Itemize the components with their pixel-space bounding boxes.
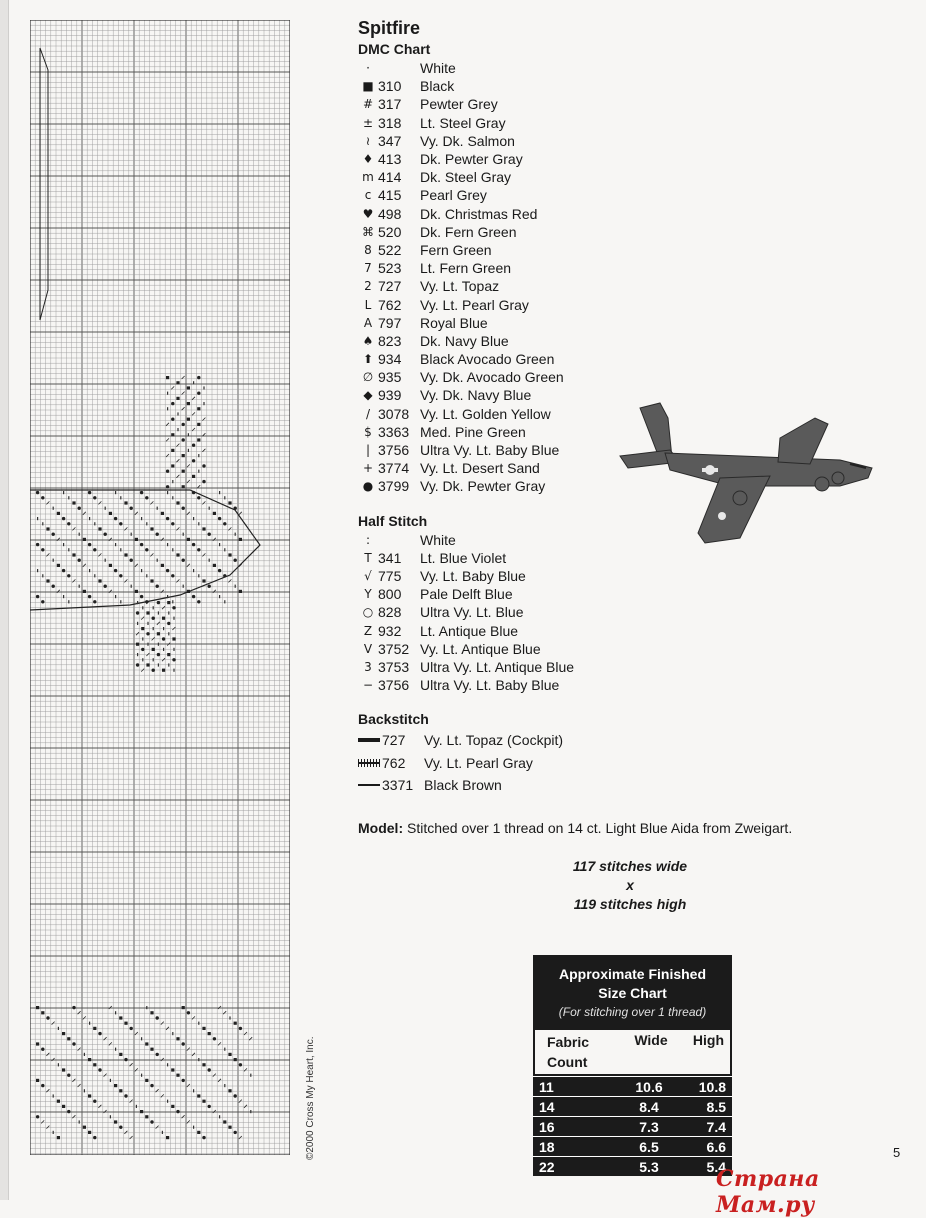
half-number: 3752 [378, 640, 410, 657]
page-number: 5 [893, 1145, 901, 1160]
size-chart-row [533, 1096, 732, 1116]
dmc-number: 3756 [378, 442, 410, 459]
dmc-symbol: / [365, 406, 371, 421]
dmc-number: 3078 [378, 405, 410, 422]
fabric-count: 22 [539, 1158, 555, 1175]
finished-high: 5.4 [706, 1158, 726, 1175]
half-symbol: V [363, 641, 373, 656]
backstitch-color-name: Black Brown [424, 777, 502, 794]
dmc-row [358, 150, 798, 168]
dmc-heading: DMC Chart [358, 41, 431, 57]
dmc-color-name: Black [420, 78, 455, 95]
dmc-color-name: Vy. Lt. Golden Yellow [420, 405, 551, 422]
dmc-number: 939 [378, 387, 402, 404]
dmc-number: 727 [378, 278, 402, 295]
dmc-row [358, 168, 798, 186]
dmc-symbol: L [364, 297, 372, 312]
half-color-name: White [420, 531, 456, 548]
dmc-symbol: ⬆ [362, 352, 374, 367]
finished-wide: 6.5 [639, 1138, 659, 1155]
half-number: 828 [378, 604, 402, 621]
dmc-symbol: $ [364, 424, 372, 439]
dmc-color-name: Vy. Dk. Pewter Gray [420, 478, 546, 495]
dmc-number: 317 [378, 96, 402, 113]
size-chart-title-2: Size Chart [598, 985, 667, 1001]
dmc-number: 762 [378, 296, 402, 313]
dmc-number: 3774 [378, 460, 410, 477]
dmc-symbol: 7 [364, 261, 372, 276]
dmc-symbol: ♠ [362, 333, 374, 348]
dmc-color-name: Pewter Grey [420, 96, 498, 113]
dmc-symbol: 8 [364, 242, 372, 257]
dmc-symbol: + [362, 461, 374, 476]
half-color-name: Lt. Antique Blue [420, 622, 519, 639]
dmc-color-name: Vy. Lt. Pearl Gray [420, 296, 529, 313]
half-stitch-list [358, 531, 798, 695]
dmc-color-name: Dk. Christmas Red [420, 205, 538, 222]
dmc-row [358, 350, 798, 368]
dmc-symbol: m [362, 170, 374, 185]
size-chart-subtitle: (For stitching over 1 thread) [558, 1005, 707, 1019]
dmc-color-name: Ultra Vy. Lt. Baby Blue [420, 442, 560, 459]
fabric-count: 16 [539, 1118, 555, 1135]
dmc-row [358, 295, 798, 313]
dmc-color-name: Dk. Navy Blue [420, 332, 509, 349]
cross-stitch-chart [30, 20, 290, 1155]
dmc-symbol: # [362, 97, 374, 112]
finished-high: 7.4 [706, 1118, 726, 1135]
dmc-number: 318 [378, 114, 402, 131]
backstitch-color-name: Vy. Lt. Pearl Gray [424, 754, 533, 771]
half-number: 800 [378, 586, 402, 603]
chart-grid-svg [30, 20, 290, 1155]
dmc-row [358, 332, 798, 350]
dmc-row [358, 277, 798, 295]
half-color-name: Ultra Vy. Lt. Baby Blue [420, 677, 560, 694]
dmc-symbol: ∅ [362, 370, 374, 385]
dmc-symbol: | [365, 443, 371, 458]
stitches-x: x [626, 877, 634, 893]
finished-high: 10.8 [698, 1078, 726, 1095]
dmc-color-name: Vy. Lt. Desert Sand [420, 460, 540, 477]
dmc-number: 520 [378, 223, 402, 240]
dmc-color-name: Dk. Fern Green [420, 223, 517, 240]
stitches-wide: 117 stitches wide [572, 858, 688, 874]
size-chart [533, 955, 732, 1176]
finished-high: 6.6 [706, 1138, 726, 1155]
backstitch-list [358, 729, 798, 797]
dmc-number: 415 [378, 187, 402, 204]
dmc-number: 934 [378, 351, 402, 368]
dmc-color-name: Vy. Dk. Salmon [420, 132, 515, 149]
dmc-row [358, 186, 798, 204]
half-symbol: Y [364, 587, 372, 602]
half-number: 932 [378, 622, 402, 639]
dmc-color-name: Lt. Steel Gray [420, 114, 506, 131]
half-number: 3756 [378, 677, 410, 694]
half-symbol: √ [364, 568, 372, 583]
dmc-row [358, 132, 798, 150]
dmc-number: 935 [378, 369, 402, 386]
backstitch-heading: Backstitch [358, 711, 429, 728]
dmc-symbol: A [363, 315, 373, 330]
dmc-number: 797 [378, 314, 402, 331]
half-row [358, 621, 798, 639]
backstitch-row [358, 752, 798, 775]
dmc-number: 523 [378, 260, 402, 277]
half-symbol: ○ [362, 605, 374, 620]
model-text: Stitched over 1 thread on 14 ct. Light Blue Aida from Zweigart. [407, 820, 793, 836]
dmc-symbol: ♦ [362, 152, 374, 167]
half-row [358, 585, 798, 603]
page-binding-edge [0, 0, 9, 1200]
dmc-color-name: Lt. Fern Green [420, 260, 512, 277]
dmc-color-name: Fern Green [420, 241, 492, 258]
dmc-row [358, 241, 798, 259]
size-chart-header [533, 955, 732, 1028]
finished-high: 8.5 [706, 1098, 726, 1115]
dmc-row [358, 259, 798, 277]
half-color-name: Ultra Vy. Lt. Antique Blue [420, 658, 575, 675]
col-count-label: Count [547, 1054, 588, 1070]
pattern-title: Spitfire [358, 18, 421, 38]
finished-wide: 10.6 [635, 1078, 663, 1095]
bomber-plane-illustration [610, 398, 882, 548]
dmc-number: 823 [378, 332, 402, 349]
dmc-color-name: Black Avocado Green [420, 351, 555, 368]
finished-wide: 8.4 [639, 1098, 659, 1115]
dmc-color-name: Dk. Steel Gray [420, 169, 512, 186]
finished-wide: 5.3 [639, 1158, 659, 1175]
backstitch-row [358, 774, 798, 797]
dmc-number: 310 [378, 78, 402, 95]
half-symbol: Z [363, 623, 373, 638]
dmc-number: 414 [378, 169, 402, 186]
dmc-symbol: ● [362, 479, 374, 494]
dmc-color-name: Royal Blue [420, 314, 488, 331]
dmc-symbol: c [364, 188, 372, 203]
size-chart-row [533, 1076, 732, 1096]
half-number: 775 [378, 567, 402, 584]
fabric-count: 18 [539, 1138, 555, 1155]
dmc-symbol: ◆ [363, 388, 373, 403]
dmc-symbol: ♥ [362, 206, 374, 221]
size-chart-row [533, 1136, 732, 1156]
size-chart-rows [533, 1076, 732, 1176]
half-symbol: 3 [364, 659, 372, 674]
dmc-row [358, 314, 798, 332]
backstitch-color-name: Vy. Lt. Topaz (Cockpit) [424, 732, 564, 749]
dmc-symbol: · [366, 61, 370, 76]
half-symbol: − [362, 678, 374, 693]
half-color-name: Vy. Lt. Baby Blue [420, 567, 526, 584]
half-row [358, 567, 798, 585]
size-chart-row [533, 1116, 732, 1136]
half-row [358, 658, 798, 676]
half-color-name: Pale Delft Blue [420, 586, 513, 603]
half-row [358, 549, 798, 567]
dmc-number: 3799 [378, 478, 410, 495]
backstitch-number: 762 [382, 754, 406, 771]
half-color-name: Vy. Lt. Antique Blue [420, 640, 541, 657]
dmc-symbol: ⌘ [362, 224, 374, 239]
site-watermark: Страна Мам.ру [716, 1166, 820, 1218]
dmc-color-name: Med. Pine Green [420, 423, 526, 440]
half-row [358, 603, 798, 621]
dmc-color-name: Dk. Pewter Gray [420, 151, 523, 168]
dmc-color-name: Vy. Dk. Navy Blue [420, 387, 532, 404]
dmc-row [358, 59, 798, 77]
dmc-symbol: ± [362, 115, 374, 130]
dmc-color-name: Vy. Lt. Topaz [420, 278, 500, 295]
backstitch-number: 727 [382, 732, 406, 749]
dmc-row [358, 223, 798, 241]
dmc-symbol: ■ [362, 79, 374, 94]
size-chart-row [533, 1156, 732, 1176]
col-high: High [692, 1032, 724, 1048]
backstitch-line-icon [358, 780, 382, 790]
size-chart-title-1: Approximate Finished [558, 966, 707, 982]
dmc-color-name: White [420, 60, 456, 77]
model-label: Model: [358, 820, 404, 836]
dmc-symbol: ≀ [365, 133, 371, 148]
finished-wide: 7.3 [639, 1118, 659, 1135]
fabric-count: 14 [539, 1098, 555, 1115]
dmc-row [358, 368, 798, 386]
copyright-notice: ©2000 Cross My Heart, Inc. [305, 1036, 316, 1160]
fabric-count: 11 [539, 1078, 554, 1095]
dmc-symbol: 2 [364, 279, 372, 294]
col-fabric-count [535, 1030, 619, 1074]
model-note [358, 820, 792, 836]
dmc-color-name: Pearl Grey [420, 187, 487, 204]
half-number: 341 [378, 549, 402, 566]
dmc-row [358, 95, 798, 113]
half-row [358, 676, 798, 694]
dmc-number: 522 [378, 241, 402, 258]
backstitch-line-icon [358, 735, 382, 745]
half-stitch-heading: Half Stitch [358, 512, 428, 529]
stitch-count [530, 857, 730, 914]
half-symbol: : [365, 532, 371, 547]
backstitch-row [358, 729, 798, 752]
dmc-number: 3363 [378, 423, 410, 440]
half-color-name: Ultra Vy. Lt. Blue [420, 604, 524, 621]
dmc-number: 413 [378, 151, 402, 168]
dmc-number: 498 [378, 205, 402, 222]
half-color-name: Lt. Blue Violet [420, 549, 507, 566]
half-number: 3753 [378, 658, 410, 675]
size-chart-column-headers [533, 1028, 732, 1076]
col-fabric-label: Fabric [547, 1034, 590, 1050]
dmc-color-name: Vy. Dk. Avocado Green [420, 369, 564, 386]
dmc-row [358, 77, 798, 95]
dmc-number: 347 [378, 132, 402, 149]
half-symbol: T [364, 550, 372, 565]
stitches-high: 119 stitches high [573, 896, 687, 912]
backstitch-number: 3371 [382, 777, 414, 794]
dmc-row [358, 205, 798, 223]
col-wide: Wide [634, 1032, 668, 1048]
dmc-row [358, 114, 798, 132]
backstitch-line-icon [358, 758, 382, 768]
half-row [358, 640, 798, 658]
